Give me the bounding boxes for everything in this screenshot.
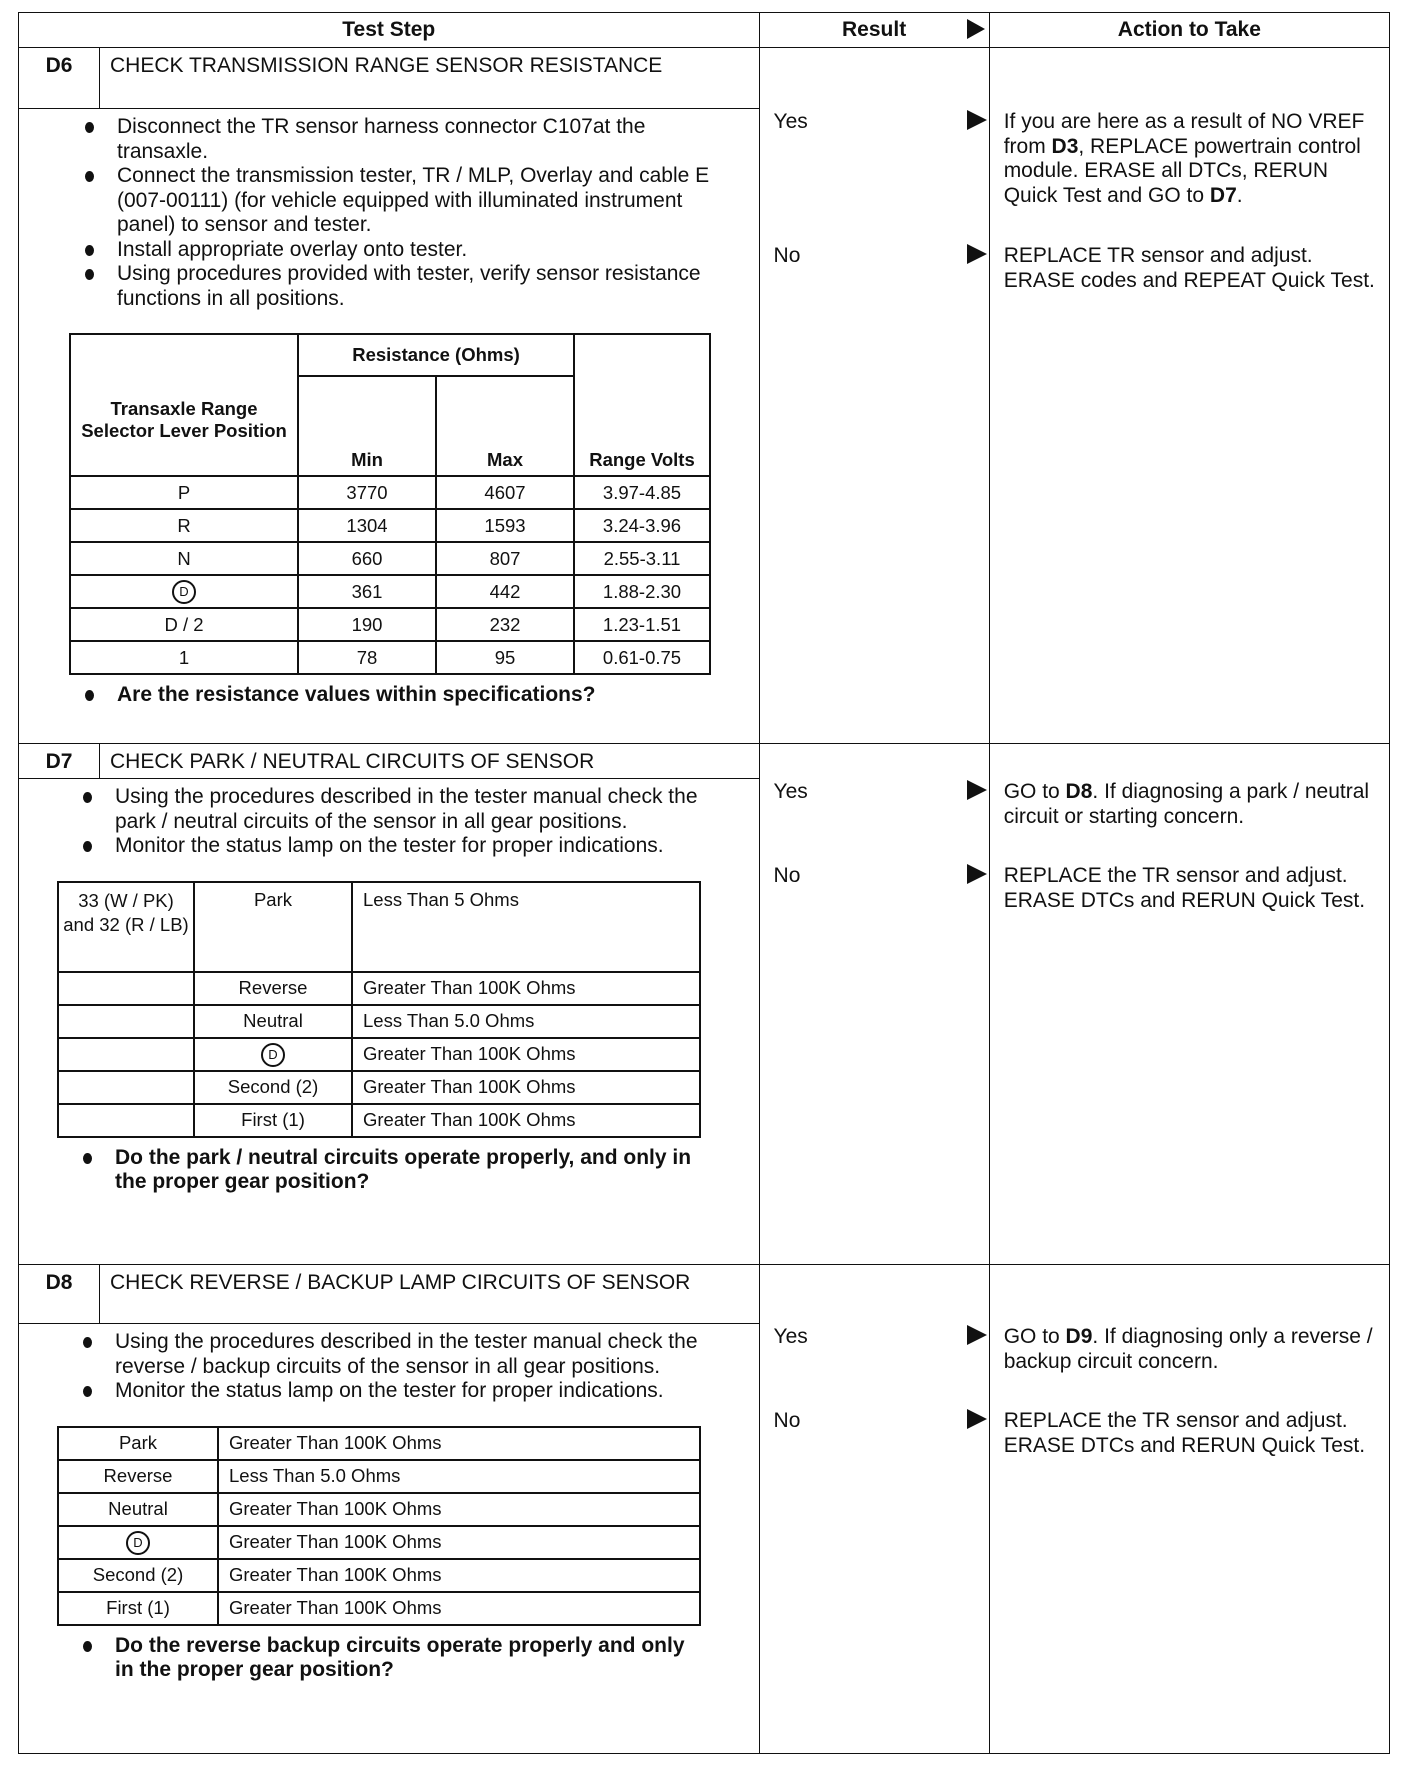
volts-cell: 1.23-1.51: [574, 608, 710, 641]
position-cell: P: [70, 476, 298, 509]
action-text: If you are here as a result of NO VREF from: [1003, 110, 1365, 158]
arrow-right-icon: [967, 1325, 987, 1345]
header-result: [759, 13, 989, 48]
instruction-list: [79, 115, 719, 311]
gear-cell: Second (2): [194, 1071, 352, 1104]
step-question: Do the park / neutral circuits operate properly, and only in the proper gear position?: [77, 1146, 699, 1195]
instruction-item: Install appropriate overlay onto tester.: [79, 238, 719, 263]
instruction-item: Using procedures provided with tester, verify sensor resistance functions in all positions.: [79, 262, 719, 311]
instruction-list: [77, 785, 699, 859]
step-cell: [19, 48, 760, 744]
table-row: [58, 1104, 700, 1137]
resistance-spec-table: [69, 333, 711, 675]
result-no: No: [773, 244, 801, 267]
gear-cell: [58, 1526, 218, 1559]
gear-cell: Reverse: [58, 1460, 218, 1493]
step-title: CHECK PARK / NEUTRAL CIRCUITS OF SENSOR: [110, 750, 595, 773]
min-cell: 1304: [298, 509, 436, 542]
result-cell: [759, 48, 989, 744]
spec-cell: Greater Than 100K Ohms: [352, 972, 700, 1005]
gear-cell: Reverse: [194, 972, 352, 1005]
park-neutral-spec-table: [57, 881, 701, 1138]
step-id: D6: [19, 48, 100, 108]
action-no: REPLACE the TR sensor and adjust. ERASE DTCs and RERUN Quick Test.: [1003, 864, 1366, 912]
step-row-d8: [19, 1265, 1390, 1754]
pin-cell-empty: [58, 1005, 194, 1038]
gear-cell: Park: [58, 1427, 218, 1460]
spec-cell: Greater Than 100K Ohms: [218, 1559, 700, 1592]
spec-cell: Greater Than 100K Ohms: [218, 1526, 700, 1559]
result-cell: [759, 1265, 989, 1754]
table-row: [58, 1005, 700, 1038]
step-body: [19, 109, 759, 716]
gear-cell: Neutral: [194, 1005, 352, 1038]
arrow-right-icon: [967, 110, 987, 130]
reverse-backup-spec-table: [57, 1426, 701, 1626]
table-row: [58, 1559, 700, 1592]
col-header-volts: Range Volts: [574, 334, 710, 476]
table-row: [58, 1071, 700, 1104]
question-list: [77, 1634, 699, 1683]
result-yes: Yes: [773, 1325, 808, 1348]
circled-drive-icon: D: [126, 1531, 150, 1555]
table-row: [58, 1427, 700, 1460]
step-header: [19, 744, 759, 779]
position-cell: N: [70, 542, 298, 575]
step-body: [19, 779, 759, 1203]
header-action: Action to Take: [989, 13, 1389, 48]
step-cell: [19, 1265, 760, 1754]
min-cell: 3770: [298, 476, 436, 509]
min-cell: 660: [298, 542, 436, 575]
gear-cell: First (1): [58, 1592, 218, 1625]
spec-cell: Greater Than 100K Ohms: [352, 1071, 700, 1104]
action-yes: [1004, 1325, 1383, 1374]
position-cell: R: [70, 509, 298, 542]
arrow-right-icon: [967, 19, 985, 39]
instruction-item: Monitor the status lamp on the tester for proper indications.: [77, 1379, 699, 1404]
question-list: [79, 683, 719, 708]
min-cell: 361: [298, 575, 436, 608]
spec-cell: Greater Than 100K Ohms: [352, 1038, 700, 1071]
arrow-right-icon: [967, 780, 987, 800]
action-no: REPLACE TR sensor and adjust. ERASE codes and REPEAT Quick Test.: [1003, 244, 1375, 292]
pin-label: 33 (W / PK) and 32 (R / LB): [58, 882, 194, 972]
table-row: [58, 1460, 700, 1493]
action-yes: [1004, 110, 1383, 208]
pin-cell-empty: [58, 1104, 194, 1137]
header-test-step: Test Step: [19, 13, 760, 48]
table-row: [58, 972, 700, 1005]
gear-cell: Second (2): [58, 1559, 218, 1592]
gear-cell: First (1): [194, 1104, 352, 1137]
step-reference: D7: [1209, 183, 1237, 207]
action-cell: [989, 1265, 1389, 1754]
max-cell: 4607: [436, 476, 574, 509]
min-cell: 190: [298, 608, 436, 641]
header-result-label: Result: [842, 18, 907, 41]
step-row-d6: [19, 48, 1390, 744]
step-reference: D8: [1065, 780, 1093, 803]
position-cell: [70, 575, 298, 608]
action-text: . If diagnosing a park / neutral circuit or starting concern.: [1003, 780, 1370, 828]
action-no: REPLACE the TR sensor and adjust. ERASE DTCs and RERUN Quick Test.: [1003, 1409, 1366, 1457]
instruction-item: Connect the transmission tester, TR / MLP, Overlay and cable E (007-00111) (for vehicle equipped with illuminated instrument panel) to sensor and tester.: [79, 164, 719, 238]
spec-cell: Less Than 5.0 Ohms: [218, 1460, 700, 1493]
instruction-list: [77, 1330, 699, 1404]
step-question: Are the resistance values within specifications?: [79, 683, 719, 708]
max-cell: 807: [436, 542, 574, 575]
table-row: [70, 608, 710, 641]
instruction-item: Using the procedures described in the tester manual check the reverse / backup circuits of the sensor in all gear positions.: [77, 1330, 699, 1379]
table-row: [70, 641, 710, 674]
arrow-right-icon: [967, 1409, 987, 1429]
step-id: D7: [19, 744, 100, 778]
table-row: [70, 575, 710, 608]
step-reference: D3: [1051, 134, 1079, 158]
max-cell: 95: [436, 641, 574, 674]
step-title: CHECK TRANSMISSION RANGE SENSOR RESISTANCE: [110, 54, 663, 77]
table-row: [58, 882, 700, 972]
circled-drive-icon: D: [172, 580, 196, 604]
action-text: .: [1236, 183, 1243, 207]
instruction-item: Using the procedures described in the tester manual check the park / neutral circuits of the sensor in all gear positions.: [77, 785, 699, 834]
spec-cell: Greater Than 100K Ohms: [218, 1592, 700, 1625]
arrow-right-icon: [967, 244, 987, 264]
gear-cell: Park: [194, 882, 352, 972]
step-header: [19, 1265, 759, 1324]
action-text: . If diagnosing only a reverse / backup circuit concern.: [1003, 1325, 1373, 1373]
action-text: GO to: [1003, 1325, 1066, 1348]
spec-cell: Greater Than 100K Ohms: [218, 1427, 700, 1460]
step-header: [19, 48, 759, 109]
table-row: [58, 1038, 700, 1071]
volts-cell: 3.24-3.96: [574, 509, 710, 542]
table-row: [58, 1592, 700, 1625]
table-row: [58, 1526, 700, 1559]
arrow-right-icon: [967, 864, 987, 884]
step-question: Do the reverse backup circuits operate properly and only in the proper gear position?: [77, 1634, 699, 1683]
instruction-item: Monitor the status lamp on the tester for proper indications.: [77, 834, 699, 859]
pin-cell-empty: [58, 972, 194, 1005]
spec-cell: Less Than 5 Ohms: [352, 882, 700, 972]
gear-cell: [194, 1038, 352, 1071]
spec-cell: Greater Than 100K Ohms: [352, 1104, 700, 1137]
action-yes: [1004, 780, 1383, 829]
gear-cell: Neutral: [58, 1493, 218, 1526]
action-text: GO to: [1003, 780, 1066, 803]
step-body: [19, 1324, 759, 1691]
result-cell: [759, 744, 989, 1265]
volts-cell: 1.88-2.30: [574, 575, 710, 608]
spec-cell: Less Than 5.0 Ohms: [352, 1005, 700, 1038]
volts-cell: 0.61-0.75: [574, 641, 710, 674]
col-header-position: Transaxle Range Selector Lever Position: [70, 334, 298, 476]
step-id: D8: [19, 1265, 100, 1323]
instruction-item: Disconnect the TR sensor harness connector C107at the transaxle.: [79, 115, 719, 164]
result-no: No: [773, 864, 801, 887]
volts-cell: 3.97-4.85: [574, 476, 710, 509]
action-cell: [989, 744, 1389, 1265]
table-row: [58, 1493, 700, 1526]
table-header-row: [19, 13, 1390, 48]
step-title: CHECK REVERSE / BACKUP LAMP CIRCUITS OF SENSOR: [110, 1271, 691, 1294]
question-list: [77, 1146, 699, 1195]
pin-cell-empty: [58, 1038, 194, 1071]
table-row: [70, 509, 710, 542]
step-row-d7: [19, 744, 1390, 1265]
max-cell: 442: [436, 575, 574, 608]
col-header-min: Min: [298, 376, 436, 476]
max-cell: 1593: [436, 509, 574, 542]
diagnostic-page: [18, 12, 1390, 1754]
spec-cell: Greater Than 100K Ohms: [218, 1493, 700, 1526]
position-cell: D / 2: [70, 608, 298, 641]
table-row: [70, 476, 710, 509]
position-cell: 1: [70, 641, 298, 674]
step-reference: D9: [1065, 1325, 1093, 1348]
table-row: [70, 542, 710, 575]
step-cell: [19, 744, 760, 1265]
action-text: , REPLACE powertrain control module. ERASE all DTCs, RERUN Quick Test and GO to: [1003, 134, 1361, 207]
col-header-max: Max: [436, 376, 574, 476]
diagnostic-table: [18, 12, 1390, 1754]
result-yes: Yes: [773, 110, 808, 133]
result-yes: Yes: [773, 780, 808, 803]
action-cell: [989, 48, 1389, 744]
min-cell: 78: [298, 641, 436, 674]
result-no: No: [773, 1409, 801, 1432]
col-header-resistance: Resistance (Ohms): [298, 334, 574, 376]
pin-cell-empty: [58, 1071, 194, 1104]
max-cell: 232: [436, 608, 574, 641]
volts-cell: 2.55-3.11: [574, 542, 710, 575]
circled-drive-icon: D: [261, 1043, 285, 1067]
